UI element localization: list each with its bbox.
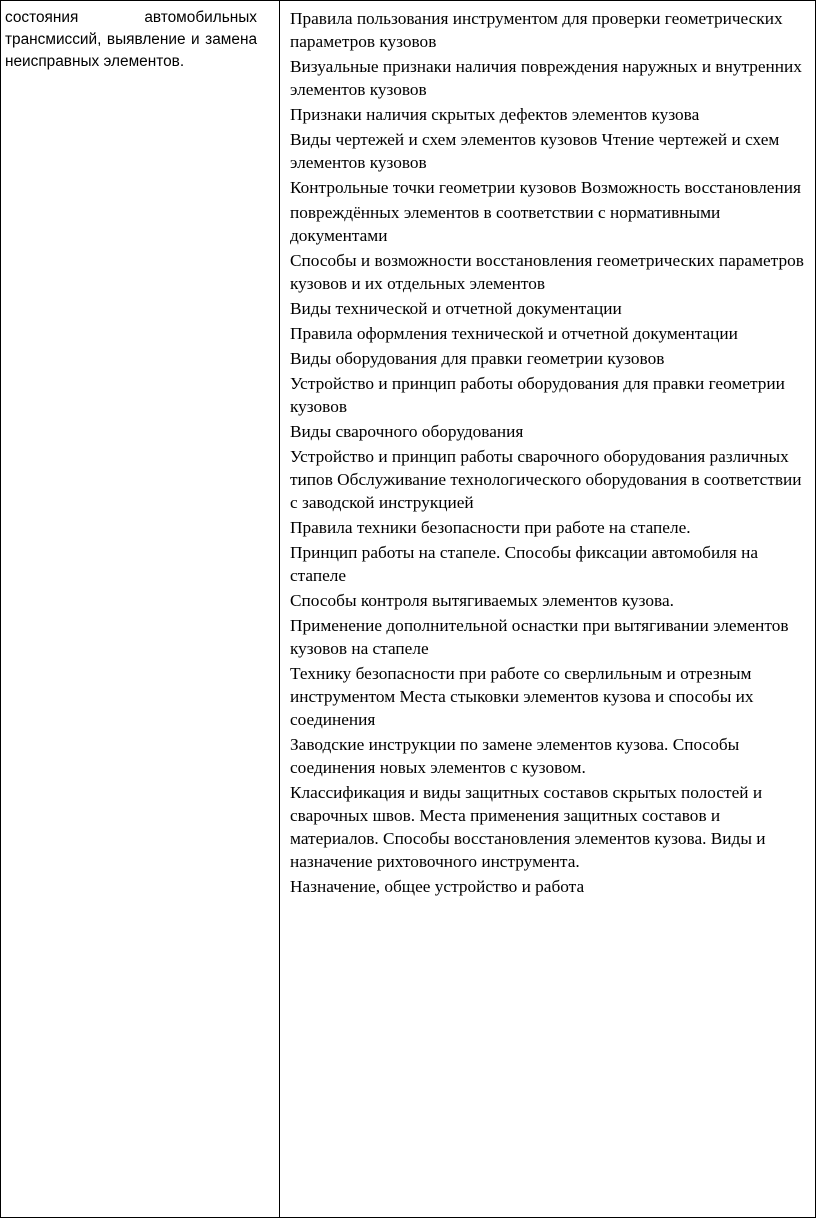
list-item: Устройство и принцип работы оборудования для правки геометрии кузовов xyxy=(290,374,785,416)
list-item: Назначение, общее устройство и работа xyxy=(290,877,585,896)
list-item: Заводские инструкции по замене элементов кузова. Способы соединения новых элементов с кузовом. xyxy=(290,735,740,777)
list-item: Способы контроля вытягиваемых элементов кузова. xyxy=(290,591,674,610)
table-cell-right xyxy=(280,1,815,1217)
list-item: Правила оформления технической и отчетной документации xyxy=(290,324,738,343)
list-item: Виды чертежей и схем элементов кузовов Чтение чертежей и схем элементов кузовов xyxy=(290,130,780,172)
list-item: Принцип работы на стапеле. Способы фиксации автомобиля на стапеле xyxy=(290,543,759,585)
list-item: Контрольные точки геометрии кузовов Возможность восстановления xyxy=(290,178,801,197)
list-item: Применение дополнительной оснастки при вытягивании элементов кузовов на стапеле xyxy=(290,616,789,658)
list-item: Признаки наличия скрытых дефектов элементов кузова xyxy=(290,105,700,124)
list-item: Правила пользования инструментом для проверки геометрических параметров кузовов xyxy=(290,9,783,51)
list-item: повреждённых элементов в соответствии с нормативными документами xyxy=(290,203,721,245)
list-item: Правила техники безопасности при работе на стапеле. xyxy=(290,518,691,537)
list-item: Виды сварочного оборудования xyxy=(290,422,524,441)
list-item: Способы и возможности восстановления геометрических параметров кузовов и их отдельных элементов xyxy=(290,251,804,293)
table-cell-left xyxy=(1,1,280,1217)
topics-list xyxy=(290,7,809,898)
left-cell-text: состояния автомобильных трансмиссий, выявление и замена неисправных элементов. xyxy=(5,9,257,70)
list-item: Технику безопасности при работе со сверлильным и отрезным инструментом Места стыковки элементов кузова и способы их соединения xyxy=(290,664,754,729)
list-item: Виды оборудования для правки геометрии кузовов xyxy=(290,349,665,368)
list-item: Устройство и принцип работы сварочного оборудования различных типов Обслуживание технологического оборудования в соответствии с заводской инструкцией xyxy=(290,447,802,512)
list-item: Виды технической и отчетной документации xyxy=(290,299,622,318)
list-item: Визуальные признаки наличия повреждения наружных и внутренних элементов кузовов xyxy=(290,57,802,99)
list-item: Классификация и виды защитных составов скрытых полостей и сварочных швов. Места применения защитных составов и материалов. Способы восстановления элементов кузова. Виды и назначение рихтовочного инструмента. xyxy=(290,783,766,871)
